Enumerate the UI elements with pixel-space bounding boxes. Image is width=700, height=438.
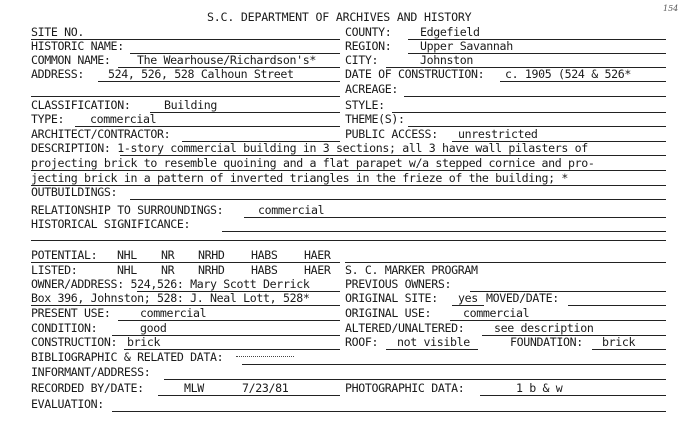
address-value: 524, 526, 528 Calhoun Street xyxy=(108,67,294,81)
condition-label: CONDITION: xyxy=(31,321,98,335)
potential-haer: HAER xyxy=(304,248,331,262)
region-label: REGION: xyxy=(345,39,392,53)
city-label: CITY: xyxy=(345,53,379,67)
listed-nhl: NHL xyxy=(117,263,137,277)
altered-value: see description xyxy=(494,321,594,335)
foundation-label: FOUNDATION: xyxy=(510,335,583,349)
recorded-date: 7/23/81 xyxy=(242,381,289,395)
relationship-label: RELATIONSHIP TO SURROUNDINGS: xyxy=(31,203,224,217)
potential-nr: NR xyxy=(161,248,175,262)
potential-nrhd: NRHD xyxy=(198,248,225,262)
foundation-line xyxy=(592,349,666,350)
previous-owners-label: PREVIOUS OWNERS: xyxy=(345,277,452,291)
classification-label: CLASSIFICATION: xyxy=(31,98,131,112)
bibliographic-dotted xyxy=(236,356,294,357)
listed-haer: HAER xyxy=(304,263,331,277)
owner-line-2: Box 396, Johnston; 528: J. Neal Lott, 528* xyxy=(31,291,310,305)
acreage-line xyxy=(404,96,666,97)
historical-significance-line-1 xyxy=(222,231,666,232)
recorded-by: MLW xyxy=(184,381,204,395)
classification-line xyxy=(150,112,340,113)
address-line xyxy=(98,81,340,82)
original-use-label: ORIGINAL USE: xyxy=(345,306,432,320)
evaluation-label: EVALUATION: xyxy=(31,397,104,411)
altered-label: ALTERED/UNALTERED: xyxy=(345,321,465,335)
informant-line xyxy=(164,379,666,380)
style-label: STYLE: xyxy=(345,98,385,112)
marker-program-label: S. C. MARKER PROGRAM xyxy=(345,263,478,277)
roof-line xyxy=(386,349,478,350)
theme-label: THEME(S): xyxy=(345,112,405,126)
common-name-value: The Wearhouse/Richardson's* xyxy=(137,53,317,67)
county-value: Edgefield xyxy=(420,25,480,39)
architect-label: ARCHITECT/CONTRACTOR: xyxy=(31,127,171,141)
description-line-2: projecting brick to resemble quoining and a flat parapet w/a stepped cornice and pro- xyxy=(31,156,595,170)
listed-nrhd: NRHD xyxy=(198,263,225,277)
potential-habs: HABS xyxy=(251,248,278,262)
relationship-line xyxy=(244,217,666,218)
historical-significance-label: HISTORICAL SIGNIFICANCE: xyxy=(31,217,191,231)
description-underline-3 xyxy=(31,185,666,186)
roof-value: not visible xyxy=(397,335,470,349)
present-use-value: commercial xyxy=(140,306,207,320)
date-construction-label: DATE OF CONSTRUCTION: xyxy=(345,67,485,81)
acreage-label: ACREAGE: xyxy=(345,82,399,96)
public-access-label: PUBLIC ACCESS: xyxy=(345,127,438,141)
photographic-line xyxy=(480,395,666,396)
page-number: 154 xyxy=(663,4,679,13)
description-line-3: jecting brick in a pattern of inverted triangles in the frieze of the building; * xyxy=(31,171,569,185)
common-name-label: COMMON NAME: xyxy=(31,53,111,67)
style-line xyxy=(392,112,666,113)
present-use-label: PRESENT USE: xyxy=(31,306,111,320)
classification-value: Building xyxy=(164,98,218,112)
type-value: commercial xyxy=(90,112,157,126)
blank-left-line xyxy=(31,96,340,97)
condition-value: good xyxy=(140,321,167,335)
type-label: TYPE: xyxy=(31,112,65,126)
outbuildings-line xyxy=(130,199,666,200)
recorded-line xyxy=(158,395,340,396)
photographic-value: 1 b & w xyxy=(516,381,563,395)
bibliographic-line xyxy=(242,364,666,365)
relationship-value: commercial xyxy=(258,203,325,217)
listed-habs: HABS xyxy=(251,263,278,277)
public-access-value: unrestricted xyxy=(458,127,538,141)
moved-date-line xyxy=(568,305,666,306)
city-value: Johnston xyxy=(420,53,474,67)
date-construction-value: c. 1905 (524 & 526* xyxy=(505,67,631,81)
original-site-label: ORIGINAL SITE: xyxy=(345,291,438,305)
historical-significance-line-2 xyxy=(31,240,666,241)
county-label: COUNTY: xyxy=(345,25,392,39)
description-line-1: DESCRIPTION: 1-story commercial building in 3 sections; all 3 have wall pilasters of xyxy=(31,141,588,155)
listed-nr: NR xyxy=(161,263,175,277)
evaluation-line xyxy=(112,411,666,412)
original-use-value: commercial xyxy=(463,306,530,320)
informant-label: INFORMANT/ADDRESS: xyxy=(31,365,151,379)
foundation-value: brick xyxy=(602,335,636,349)
recorded-label: RECORDED BY/DATE: xyxy=(31,381,144,395)
address-label: ADDRESS: xyxy=(31,67,85,81)
region-value: Upper Savannah xyxy=(420,39,513,53)
original-site-value: yes xyxy=(458,291,478,305)
construction-value: brick xyxy=(127,335,161,349)
date-construction-line xyxy=(500,81,666,82)
construction-label: CONSTRUCTION: xyxy=(31,335,118,349)
roof-label: ROOF: xyxy=(345,335,379,349)
listed-label: LISTED: xyxy=(31,263,78,277)
potential-label: POTENTIAL: xyxy=(31,248,98,262)
bibliographic-label: BIBLIOGRAPHIC & RELATED DATA: xyxy=(31,350,224,364)
outbuildings-label: OUTBUILDINGS: xyxy=(31,185,118,199)
photographic-label: PHOTOGRAPHIC DATA: xyxy=(345,381,465,395)
owner-line-1: OWNER/ADDRESS: 524,526: Mary Scott Derrick xyxy=(31,277,310,291)
moved-date-label: MOVED/DATE: xyxy=(486,291,559,305)
site-no-label: SITE NO. xyxy=(31,25,85,39)
potential-line xyxy=(31,262,340,263)
potential-nhl: NHL xyxy=(117,248,137,262)
historic-name-label: HISTORIC NAME: xyxy=(31,39,124,53)
form-header: S.C. DEPARTMENT OF ARCHIVES AND HISTORY xyxy=(207,10,472,24)
